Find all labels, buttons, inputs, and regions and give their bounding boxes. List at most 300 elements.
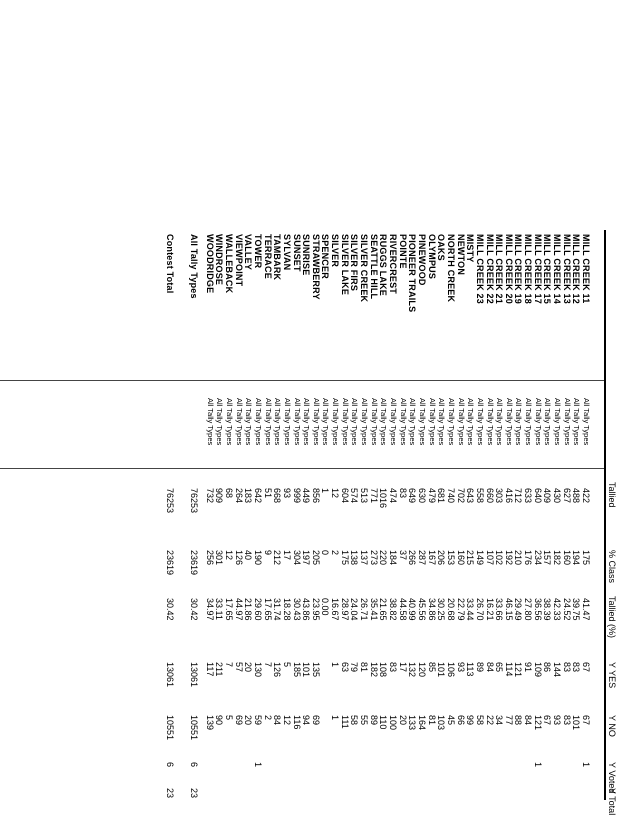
cell-precinct: VALLEY [243,234,254,271]
cell-pct: 45.56 [416,598,427,621]
cell-yes: 101 [301,662,312,678]
cell-yes: 91 [523,662,534,673]
cell-yes: 1 [330,662,341,668]
cell-type: All Tally Types [263,398,273,446]
cell-no: 59 [252,715,263,726]
cell-pct: 23.95 [310,598,321,621]
column-header: % Class [607,550,617,584]
cell-pct: 41.47 [581,598,591,621]
cell-pct-class: 304 [291,550,302,566]
cell-pct-class: 301 [214,550,225,566]
cell-tallied: 1016 [378,488,389,509]
cell-type: All Tally Types [273,398,283,446]
cell-pct-class: 40 [243,550,254,561]
cell-pct-class: 197 [301,550,312,566]
cell-yes: 120 [416,662,427,678]
cell-yes: 86 [542,662,553,673]
cell-pct-class: 212 [272,550,283,566]
cell-precinct: OAKS [436,234,447,261]
cell-tallied: 642 [252,488,263,504]
cell-pct-class: 167 [426,550,437,566]
cell-no: 100 [388,715,398,731]
cell-pct: 38.82 [388,598,398,621]
cell-type: All Tally Types [340,398,350,446]
cell-no: 89 [368,715,379,726]
total-pct-class: 23619 [165,550,175,576]
cell-yes: 93 [455,662,466,673]
cell-pct: 20.68 [445,598,456,621]
cell-yes: 117 [204,662,215,677]
cell-no: 69 [310,715,321,726]
cell-pct-class: 184 [388,550,398,566]
cell-type: All Tally Types [408,398,418,446]
cell-tallied: 633 [523,488,534,504]
cell-precinct: NEWTON [455,234,466,276]
cell-yes: 7 [262,662,273,668]
cell-pct-class: 149 [474,550,485,566]
column-header: Y NO [607,715,617,737]
cell-precinct: MILL CREEK 11 [581,234,591,304]
cell-pct: 16.67 [330,598,341,621]
cell-tallied: 1 [320,488,331,494]
cell-precinct: TOWER [252,234,263,269]
cell-pct: 24.04 [349,598,360,621]
cell-yes: 101 [436,662,447,678]
cell-pct: 33.11 [214,598,225,620]
cell-pct-class: 273 [368,550,379,566]
cell-type: All Tally Types [475,398,485,446]
cell-pct-class: 37 [397,550,408,561]
cell-precinct: SILVER LAKE [339,234,350,296]
cell-pct: 22.79 [455,598,466,621]
cell-no: 5 [223,715,234,721]
cell-yes: 126 [272,662,283,678]
cell-tallied: 68 [223,488,234,499]
cell-type: All Tally Types [582,398,591,446]
cell-tallied: 12 [330,488,341,499]
cell-yes: 20 [243,662,254,673]
cell-tallied: 183 [243,488,254,504]
cell-no: 20 [243,715,254,726]
total-tallied: 76253 [165,488,175,514]
cell-precinct: RIVERCREST [388,234,398,295]
cell-tallied: 771 [368,488,379,504]
cell-type: All Tally Types [389,398,398,446]
cell-no: 99 [465,715,476,726]
cell-yes: 144 [552,662,563,678]
cell-no: 66 [455,715,466,726]
cell-pct: 44.58 [397,598,408,621]
cell-pct-class: 0 [320,550,331,556]
cell-precinct: POINTE [397,234,408,269]
cell-pct-class: 176 [523,550,534,566]
cell-precinct: SYLVAN [281,234,292,271]
cell-type: All Tally Types [562,398,572,446]
cell-precinct: STRAWBERRY [310,234,321,300]
cell-precinct: MILL CREEK 20 [503,234,514,304]
cell-pct: 21.65 [378,598,389,621]
cell-yes: 211 [214,662,225,677]
cell-tallied: 416 [503,488,514,504]
cell-pct: 42.33 [552,598,563,621]
cell-type: All Tally Types [417,398,427,446]
cell-yes: 67 [581,662,591,673]
cell-pct: 28.97 [339,598,350,621]
cell-pct-class: 160 [455,550,466,566]
column-header: Y Voted [607,762,617,794]
cell-tallied: 681 [436,488,447,504]
cell-yes: 109 [532,662,543,678]
cell-yes: 132 [407,662,418,678]
cell-pct: 26.70 [474,598,485,621]
column-header: Tallied (%) [607,596,617,639]
subtotal-pct: 30.42 [189,598,199,621]
cell-pct: 21.86 [243,598,254,621]
cell-no: 1 [330,715,341,721]
cell-no: 77 [503,715,514,726]
cell-pct-class: 266 [407,550,418,566]
cell-pct: 29.60 [252,598,263,621]
cell-pct-class: 107 [484,550,495,566]
cell-pct-class: 12 [223,550,234,561]
cell-pct-class: 138 [349,550,360,566]
cell-yes: 182 [368,662,379,678]
column-header: Tallied [607,482,617,508]
cell-tallied: 449 [301,488,312,504]
cell-no: 88 [513,715,524,726]
cell-yes: 79 [349,662,360,673]
total-total: 23 [165,788,175,799]
subtotal-total: 23 [189,788,199,799]
cell-no: 55 [359,715,370,726]
cell-precinct: SILVER [330,234,341,268]
cell-pct: 46.15 [503,598,514,621]
cell-pct: 33.66 [494,598,505,621]
cell-yes: 83 [571,662,582,673]
cell-pct: 34.97 [204,598,215,621]
total-no: 10551 [165,715,175,741]
cell-pct: 17.65 [223,598,234,621]
cell-tallied: 640 [532,488,543,504]
cell-pct-class: 287 [416,550,427,566]
cell-precinct: TAMBARK [272,234,283,281]
cell-no: 12 [281,715,292,726]
cell-yes: 114 [503,662,514,677]
cell-precinct: SUNRISE [301,234,312,276]
cell-no: 116 [291,715,302,730]
cell-tallied: 264 [233,488,244,504]
cell-yes: 57 [233,662,244,673]
cell-pct-class: 182 [552,550,563,566]
cell-pct-class: 160 [561,550,572,566]
cell-precinct: OLYMPUS [426,234,437,280]
cell-pct: 36.56 [532,598,543,621]
cell-tallied: 732 [204,488,215,504]
cell-yes: 89 [474,662,485,673]
cell-tallied: 627 [561,488,572,504]
cell-no: 34 [494,715,505,726]
cell-tallied: 422 [581,488,591,504]
cell-type: All Tally Types [485,398,495,446]
cell-no: 101 [571,715,582,731]
cell-pct-class: 192 [503,550,514,566]
cell-type: All Tally Types [456,398,466,446]
cell-yes: 106 [445,662,456,678]
cell-no: 2 [262,715,273,721]
cell-pct-class: 215 [465,550,476,566]
cell-yes: 85 [426,662,437,673]
cell-no: 133 [407,715,418,731]
cell-pct-class: 190 [252,550,263,566]
cell-pct: 44.97 [233,598,244,621]
cell-precinct: MILL CREEK 14 [552,234,563,304]
cell-pct-class: 234 [532,550,543,566]
cell-type: All Tally Types [205,398,215,446]
cell-precinct: WALLEBACK [223,234,234,294]
cell-yes: 130 [252,662,263,678]
cell-no: 164 [416,715,427,731]
cell-pct: 18.28 [281,598,292,621]
cell-pct-class: 137 [359,550,370,566]
cell-type: All Tally Types [215,398,225,446]
cell-precinct: SEATTLE HILL [368,234,379,300]
cell-no: 93 [552,715,563,726]
cell-type: All Tally Types [524,398,534,446]
cell-tallied: 712 [513,488,524,504]
cell-precinct: WINDROSE [214,234,225,286]
subtotal-pct-class: 23619 [189,550,199,576]
cell-no: 121 [532,715,543,731]
cell-pct: 38.39 [542,598,553,621]
cell-tallied: 303 [494,488,505,504]
cell-yes: 17 [397,662,408,673]
cell-yes: 113 [465,662,476,677]
cell-type: All Tally Types [331,398,341,446]
cell-type: All Tally Types [533,398,543,446]
subtotal-tallied: 76253 [189,488,199,514]
cell-tallied: 856 [310,488,321,504]
cell-pct: 40.99 [407,598,418,621]
cell-precinct: NORTH CREEK [445,234,456,303]
cell-precinct: VIEWPOINT [233,234,244,287]
header-rule [604,230,606,800]
cell-precinct: MILL CREEK 12 [571,234,582,304]
cell-pct-class: 256 [204,550,215,566]
cell-pct: 34.86 [426,598,437,621]
subtotal-no: 10551 [189,715,199,741]
cell-precinct: MILL CREEK 17 [532,234,543,304]
total-pct: 30.42 [165,598,175,621]
cell-precinct: RUGGS LAKE [378,234,389,297]
cell-no: 94 [301,715,312,726]
cell-tallied: 93 [281,488,292,499]
cell-yes: 5 [281,662,292,668]
cell-no: 111 [339,715,350,729]
cell-pct-class: 9 [262,550,273,556]
cell-type: All Tally Types [244,398,254,446]
cell-no: 110 [378,715,389,730]
cell-type: All Tally Types [446,398,456,446]
total-voted: 6 [165,762,175,768]
cell-tallied: 702 [455,488,466,504]
cell-pct: 17.65 [262,598,273,621]
cell-type: All Tally Types [321,398,331,446]
cell-tallied: 513 [359,488,370,504]
cell-pct: 0.00 [320,598,331,616]
cell-yes: 121 [513,662,524,678]
cell-yes: 81 [359,662,370,673]
cell-pct-class: 157 [542,550,553,566]
cell-precinct: MISTY [465,234,476,263]
cell-type: All Tally Types [224,398,234,446]
cell-pct: 27.80 [523,598,534,621]
cell-yes: 135 [310,662,321,678]
cell-no: 83 [561,715,572,726]
cell-yes: 83 [388,662,398,673]
cell-yes: 108 [378,662,389,678]
cell-no: 58 [349,715,360,726]
cell-type: All Tally Types [234,398,244,446]
cell-tallied: 83 [397,488,408,499]
cell-precinct: MILL CREEK 18 [523,234,534,304]
cell-tallied: 668 [272,488,283,504]
cell-yes: 65 [494,662,505,673]
cell-type: All Tally Types [369,398,379,446]
cell-type: All Tally Types [360,398,370,446]
cell-precinct: MILL CREEK 22 [484,234,495,304]
cell-type: All Tally Types [495,398,505,446]
cell-precinct: MILL CREEK 21 [494,234,505,304]
cell-pct-class: 102 [494,550,505,566]
cell-pct-class: 175 [581,550,591,566]
cell-pct-class: 205 [310,550,321,566]
cell-precinct: SPENCER [320,234,331,279]
cell-tallied: 574 [349,488,360,504]
cell-type: All Tally Types [504,398,514,446]
cell-no: 67 [542,715,553,726]
cell-precinct: MILL CREEK 13 [561,234,572,304]
cell-precinct: MILL CREEK 23 [474,234,485,304]
cell-pct: 16.21 [484,598,495,621]
column-header: Y YES [607,662,617,689]
cell-pct: 43.86 [301,598,312,621]
cell-voted: 1 [581,762,591,768]
cell-no: 103 [436,715,447,731]
cell-tallied: 643 [465,488,476,504]
cell-precinct: WOODRIDGE [204,234,215,294]
cell-type: All Tally Types [553,398,563,446]
cell-pct: 33.44 [465,598,476,621]
column-header: Y Total [607,788,617,815]
cell-pct-class: 210 [513,550,524,566]
cell-tallied: 999 [291,488,302,504]
cell-type: All Tally Types [350,398,360,446]
cell-pct: 24.52 [561,598,572,621]
cell-tallied: 430 [552,488,563,504]
cell-tallied: 649 [407,488,418,504]
cell-type: All Tally Types [572,398,582,446]
cell-pct: 30.25 [436,598,447,621]
subtotal-yes: 13061 [189,662,199,688]
cell-pct-class: 2 [330,550,341,556]
cell-no: 81 [426,715,437,726]
cell-pct-class: 17 [281,550,292,561]
cell-type: All Tally Types [311,398,321,446]
cell-pct: 31.74 [272,598,283,621]
cell-tallied: 474 [388,488,398,504]
cell-tallied: 909 [214,488,225,504]
total-label: Contest Total [165,234,175,294]
cell-precinct: SILVER FIRS [349,234,360,292]
cell-precinct: PIONEER TRAILS [407,234,418,313]
cell-pct: 35.41 [368,598,379,621]
tallied-column-divider [0,468,604,469]
cell-type: All Tally Types [379,398,389,446]
cell-tallied: 488 [571,488,582,504]
cell-tallied: 409 [542,488,553,504]
cell-type: All Tally Types [302,398,312,446]
cell-tallied: 740 [445,488,456,504]
cell-tallied: 558 [474,488,485,504]
cell-no: 20 [397,715,408,726]
cell-pct-class: 153 [445,550,456,566]
cell-pct: 39.75 [571,598,582,621]
cell-type: All Tally Types [282,398,292,446]
cell-pct-class: 126 [233,550,244,566]
cell-no: 58 [474,715,485,726]
cell-pct-class: 175 [339,550,350,566]
cell-type: All Tally Types [514,398,524,446]
cell-precinct: SILVER CREEK [359,234,370,303]
cell-precinct: MILL CREEK 19 [513,234,524,304]
cell-voted: 1 [532,762,543,768]
type-column-divider [0,380,604,381]
cell-type: All Tally Types [292,398,302,446]
cell-type: All Tally Types [253,398,263,446]
cell-type: All Tally Types [437,398,447,446]
cell-no: 84 [272,715,283,726]
cell-type: All Tally Types [466,398,476,446]
cell-yes: 84 [484,662,495,673]
cell-pct: 30.43 [291,598,302,621]
cell-no: 139 [204,715,215,731]
subtotal-label: All Tally Types [189,234,199,299]
cell-no: 69 [233,715,244,726]
cell-no: 84 [523,715,534,726]
cell-yes: 83 [561,662,572,673]
cell-tallied: 479 [426,488,437,504]
cell-yes: 185 [291,662,302,678]
cell-no: 90 [214,715,225,726]
cell-tallied: 630 [416,488,427,504]
cell-yes: 63 [339,662,350,673]
cell-type: All Tally Types [427,398,437,446]
cell-tallied: 604 [339,488,350,504]
cell-precinct: PINEWOOD [416,234,427,286]
cell-type: All Tally Types [398,398,408,446]
cell-pct-class: 206 [436,550,447,566]
subtotal-voted: 6 [189,762,199,768]
cell-pct-class: 220 [378,550,389,566]
total-yes: 13061 [165,662,175,688]
cell-type: All Tally Types [543,398,553,446]
cell-tallied: 660 [484,488,495,504]
cell-pct-class: 194 [571,550,582,566]
cell-no: 45 [445,715,456,726]
cell-no: 67 [581,715,591,726]
cell-precinct: SUNSET [291,234,302,272]
cell-precinct: MILL CREEK 15 [542,234,553,304]
